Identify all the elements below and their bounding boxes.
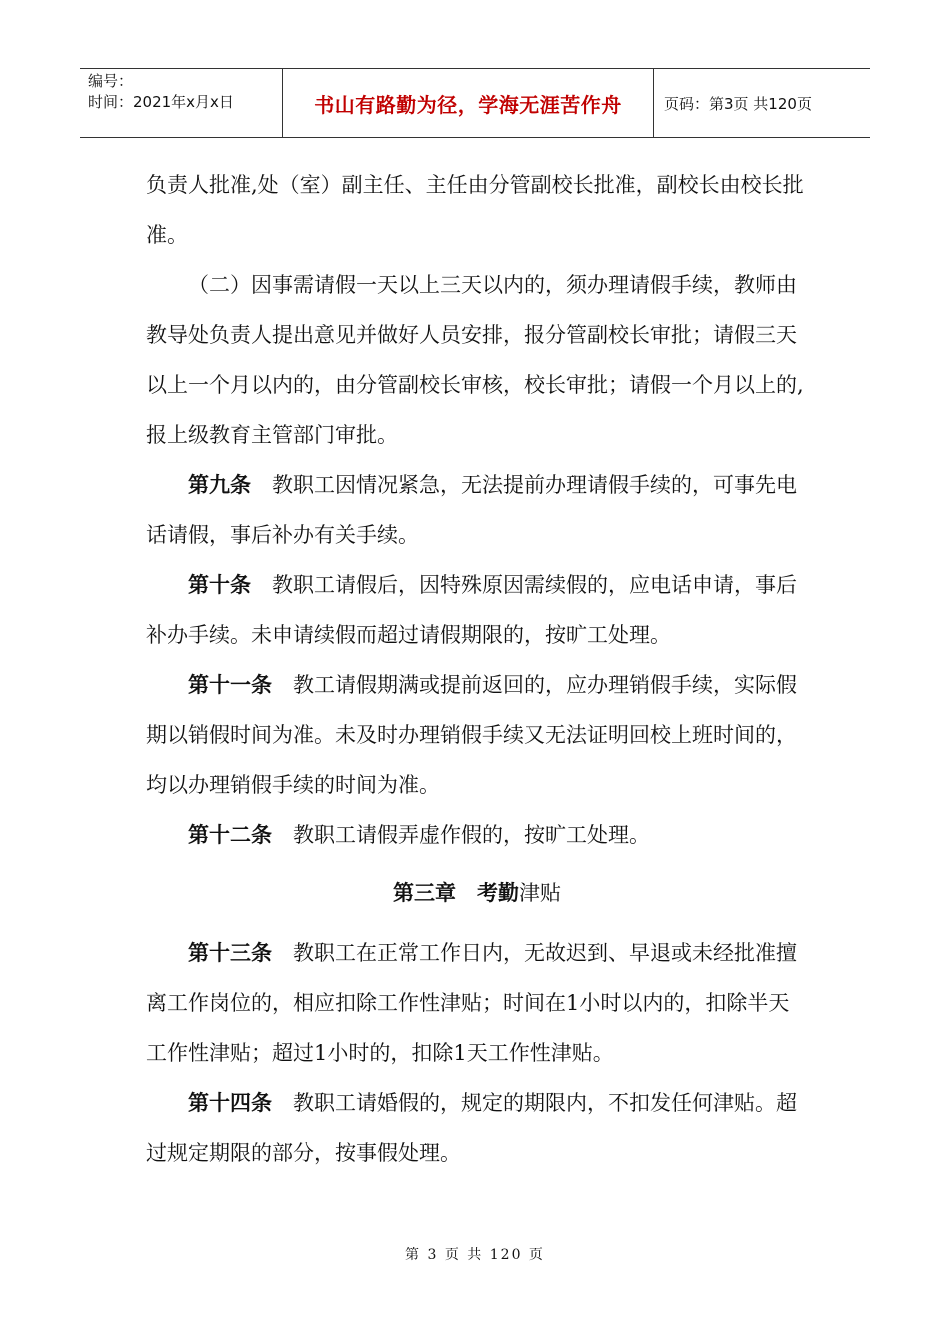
paragraph — [146, 460, 808, 560]
chapter-heading-rest: 津贴 — [519, 881, 561, 905]
article-number: 第十四条 — [188, 1090, 272, 1115]
page-info: 页码：第3页 共120页 — [664, 94, 812, 113]
article-number: 第九条 — [188, 472, 251, 497]
paragraph-text: 教职工请假后，因特殊原因需续假的，应电话申请，事后补办手续。未申请续假而超过请假期限的，按旷工处理。 — [146, 573, 797, 647]
article-number: 第十二条 — [188, 822, 272, 847]
paragraph-text: 教职工在正常工作日内，无故迟到、早退或未经批准擅离工作岗位的，相应扣除工作性津贴；时间在1小时以内的，扣除半天工作性津贴；超过1小时的，扣除1天工作性津贴。 — [146, 941, 797, 1065]
date-line: 时间：2021年x月x日 — [88, 93, 234, 111]
paragraph-text: 教职工请假弄虚作假的，按旷工处理。 — [272, 823, 650, 847]
paragraph-group — [146, 928, 808, 1178]
code-label: 编号： — [88, 72, 134, 90]
article-number: 第十一条 — [188, 672, 272, 697]
paragraph — [146, 660, 808, 810]
paragraph-text: 教职工请婚假的，规定的期限内，不扣发任何津贴。超过规定期限的部分，按事假处理。 — [146, 1091, 797, 1165]
paragraph — [146, 928, 808, 1078]
chapter-heading-bold: 第三章 考勤 — [393, 880, 519, 905]
page-header — [80, 68, 870, 138]
article-number: 第十三条 — [188, 940, 272, 965]
motto: 书山有路勤为径，学海无涯苦作舟 — [282, 69, 654, 137]
paragraph-text: 负责人批准,处（室）副主任、主任由分管副校长批准，副校长由校长批准。 — [146, 173, 804, 247]
paragraph — [146, 260, 808, 460]
chapter-heading — [146, 868, 808, 918]
paragraph — [146, 1078, 808, 1178]
page-footer: 第 3 页 共 120 页 — [405, 1247, 545, 1263]
paragraph-text: 教职工因情况紧急，无法提前办理请假手续的，可事先电话请假，事后补办有关手续。 — [146, 473, 797, 547]
header-left-cell — [80, 69, 282, 137]
article-number: 第十条 — [188, 572, 251, 597]
paragraph-text: （二）因事需请假一天以上三天以内的，须办理请假手续，教师由教导处负责人提出意见并做好人员安排，报分管副校长审批；请假三天以上一个月以内的，由分管副校长审核，校长审批；请假一个月以上的,报上级教育主管部门审批。 — [146, 273, 804, 447]
paragraph — [146, 810, 808, 860]
document-body — [146, 160, 808, 1178]
paragraph-group — [146, 160, 808, 860]
paragraph-text: 教工请假期满或提前返回的，应办理销假手续，实际假期以销假时间为准。未及时办理销假手续又无法证明回校上班时间的，均以办理销假手续的时间为准。 — [146, 673, 797, 797]
paragraph — [146, 560, 808, 660]
paragraph — [146, 160, 808, 260]
